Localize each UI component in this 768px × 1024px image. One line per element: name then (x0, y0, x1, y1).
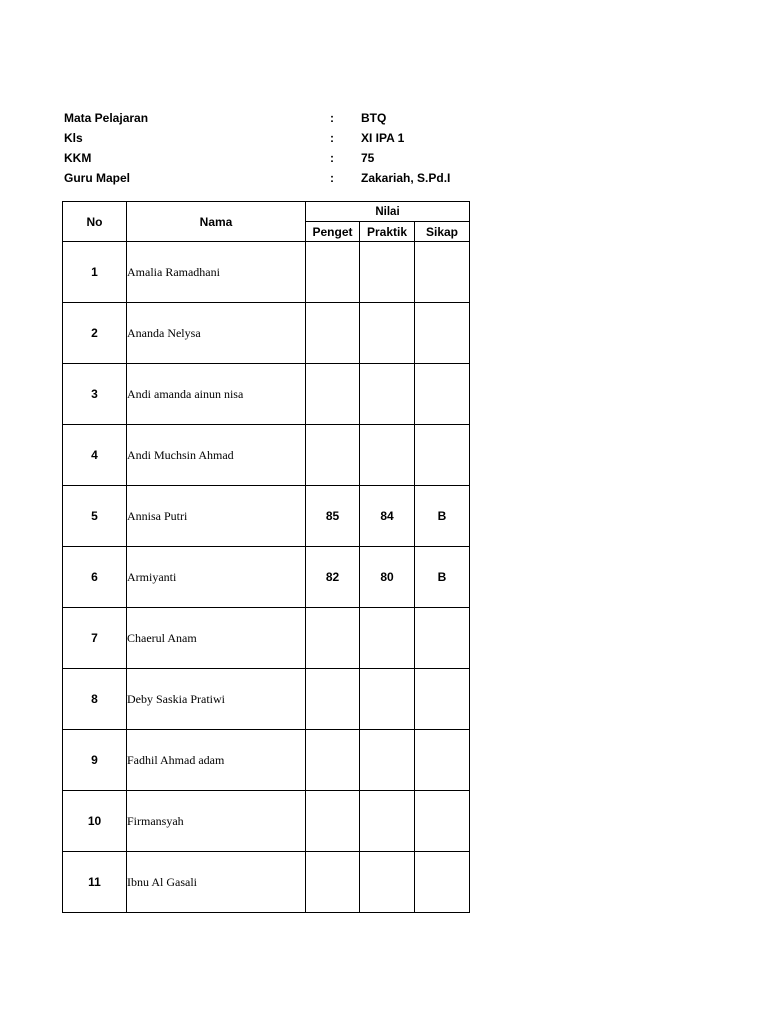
cell-nama: Annisa Putri (127, 486, 306, 547)
info-row-subject (64, 108, 524, 128)
info-label: KKM (64, 151, 92, 165)
header-no: No (63, 202, 127, 242)
table-row (63, 669, 470, 730)
cell-nama: Ananda Nelysa (127, 303, 306, 364)
cell-penget (306, 242, 360, 303)
table-row (63, 364, 470, 425)
cell-sikap (415, 791, 470, 852)
cell-praktik (360, 608, 415, 669)
cell-penget (306, 425, 360, 486)
info-value: 75 (361, 151, 375, 165)
info-row-class (64, 128, 524, 148)
cell-sikap: B (415, 547, 470, 608)
cell-no: 1 (63, 242, 127, 303)
cell-no: 2 (63, 303, 127, 364)
table-row (63, 486, 470, 547)
cell-nama: Amalia Ramadhani (127, 242, 306, 303)
cell-no: 6 (63, 547, 127, 608)
cell-no: 3 (63, 364, 127, 425)
cell-sikap: B (415, 486, 470, 547)
cell-sikap (415, 730, 470, 791)
table-row (63, 425, 470, 486)
cell-penget (306, 791, 360, 852)
table-row (63, 547, 470, 608)
cell-sikap (415, 669, 470, 730)
cell-praktik (360, 242, 415, 303)
info-colon: : (330, 171, 334, 185)
info-colon: : (330, 131, 334, 145)
cell-nama: Fadhil Ahmad adam (127, 730, 306, 791)
cell-praktik: 84 (360, 486, 415, 547)
table-row (63, 242, 470, 303)
header-praktik: Praktik (360, 222, 415, 242)
cell-nama: Andi amanda ainun nisa (127, 364, 306, 425)
cell-penget (306, 669, 360, 730)
cell-nama: Deby Saskia Pratiwi (127, 669, 306, 730)
info-value: BTQ (361, 111, 387, 125)
table-row (63, 730, 470, 791)
info-colon: : (330, 151, 334, 165)
cell-no: 7 (63, 608, 127, 669)
table-header-row (63, 202, 470, 222)
cell-no: 11 (63, 852, 127, 913)
cell-praktik (360, 303, 415, 364)
cell-penget: 82 (306, 547, 360, 608)
header-nilai: Nilai (306, 202, 470, 222)
cell-praktik (360, 852, 415, 913)
cell-no: 10 (63, 791, 127, 852)
table-row (63, 608, 470, 669)
cell-praktik (360, 669, 415, 730)
info-row-teacher (64, 168, 524, 188)
cell-sikap (415, 242, 470, 303)
cell-sikap (415, 364, 470, 425)
cell-praktik: 80 (360, 547, 415, 608)
cell-sikap (415, 852, 470, 913)
info-label: Kls (64, 131, 83, 145)
cell-nama: Firmansyah (127, 791, 306, 852)
header-nama: Nama (127, 202, 306, 242)
cell-no: 8 (63, 669, 127, 730)
cell-nama: Andi Muchsin Ahmad (127, 425, 306, 486)
cell-penget (306, 608, 360, 669)
table-row (63, 852, 470, 913)
cell-penget: 85 (306, 486, 360, 547)
cell-nama: Armiyanti (127, 547, 306, 608)
cell-sikap (415, 425, 470, 486)
cell-penget (306, 852, 360, 913)
info-value: Zakariah, S.Pd.I (361, 171, 451, 185)
header-penget: Penget (306, 222, 360, 242)
cell-praktik (360, 791, 415, 852)
cell-praktik (360, 730, 415, 791)
cell-sikap (415, 303, 470, 364)
cell-penget (306, 303, 360, 364)
cell-penget (306, 730, 360, 791)
table-row (63, 791, 470, 852)
cell-praktik (360, 425, 415, 486)
header-sikap: Sikap (415, 222, 470, 242)
table-row (63, 303, 470, 364)
grades-table (62, 201, 470, 913)
cell-nama: Chaerul Anam (127, 608, 306, 669)
cell-praktik (360, 364, 415, 425)
document-info (64, 108, 524, 188)
info-colon: : (330, 111, 334, 125)
info-label: Guru Mapel (64, 171, 131, 185)
cell-no: 5 (63, 486, 127, 547)
cell-penget (306, 364, 360, 425)
cell-nama: Ibnu Al Gasali (127, 852, 306, 913)
info-row-kkm (64, 148, 524, 168)
info-label: Mata Pelajaran (64, 111, 149, 125)
cell-sikap (415, 608, 470, 669)
cell-no: 9 (63, 730, 127, 791)
info-value: XI IPA 1 (361, 131, 405, 145)
cell-no: 4 (63, 425, 127, 486)
